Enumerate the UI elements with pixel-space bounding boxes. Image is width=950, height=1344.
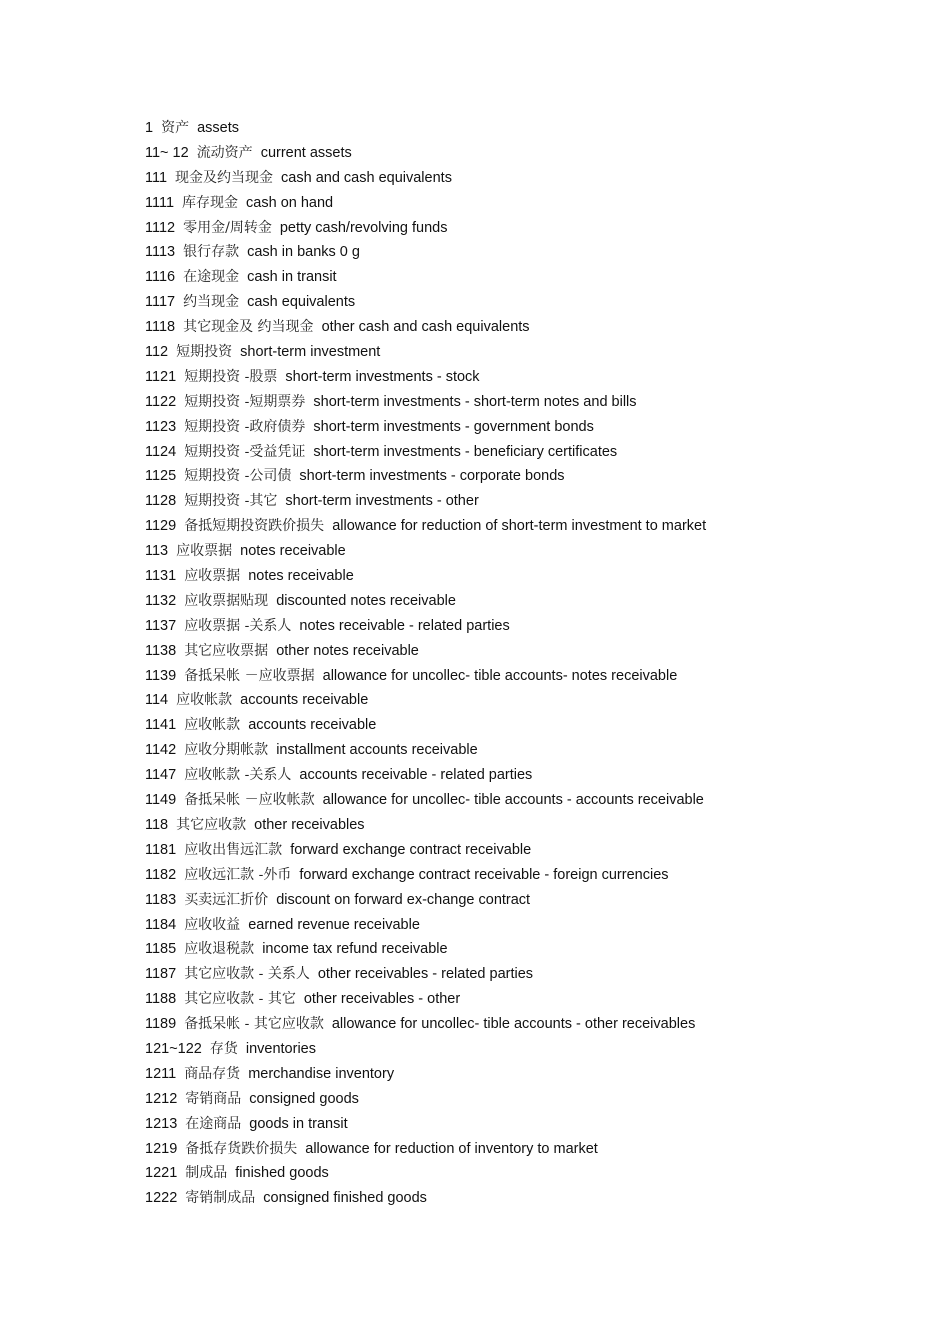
account-name-chinese: 银行存款: [183, 244, 240, 261]
account-name-english: inventories: [245, 1040, 316, 1057]
account-entry: [145, 937, 905, 962]
account-code: 1118: [145, 319, 176, 336]
account-name-english: accounts receivable - related parties: [299, 767, 533, 784]
account-name-english: other receivables - other: [303, 991, 461, 1008]
account-code: 1187: [145, 966, 177, 983]
account-entry: [145, 1012, 905, 1037]
account-name-english: cash in banks 0 g: [247, 244, 360, 261]
account-name-chinese: 备抵呆帐 －应收票据: [184, 667, 315, 684]
account-code: 1212: [145, 1090, 178, 1107]
account-code: 1117: [145, 294, 176, 311]
account-entry: [145, 141, 905, 166]
account-entry: [145, 1062, 905, 1087]
account-name-english: consigned goods: [249, 1090, 359, 1107]
account-name-chinese: 短期投资 -其它: [184, 493, 278, 510]
account-code: 1183: [145, 891, 177, 908]
account-entry: [145, 116, 905, 141]
account-name-english: discount on forward ex-change contract: [276, 891, 531, 908]
account-code: 1123: [145, 418, 177, 435]
account-name-english: cash in transit: [247, 269, 337, 286]
account-name-english: notes receivable: [240, 543, 346, 560]
account-code: 1121: [145, 368, 177, 385]
account-name-english: short-term investments - corporate bonds: [299, 468, 565, 485]
account-code: 1129: [145, 518, 177, 535]
account-entry: [145, 589, 905, 614]
account-name-english: other cash and cash equivalents: [321, 319, 530, 336]
account-code: 1141: [145, 717, 177, 734]
account-name-english: current assets: [260, 144, 352, 161]
account-code: 1185: [145, 941, 177, 958]
account-name-chinese: 资产: [161, 120, 190, 136]
account-name-chinese: 短期投资 -股票: [184, 368, 278, 385]
account-name-chinese: 其它应收款 - 其它: [184, 991, 296, 1008]
account-entry: [145, 838, 905, 863]
account-name-chinese: 应收帐款: [176, 692, 233, 709]
account-code: 121~122: [145, 1040, 202, 1057]
account-name-english: forward exchange contract receivable: [290, 841, 532, 858]
account-entry: [145, 390, 905, 415]
account-entry: [145, 191, 905, 216]
account-entry: [145, 340, 905, 365]
account-code: 1113: [145, 244, 176, 261]
account-name-chinese: 存货: [209, 1040, 238, 1057]
account-name-english: cash and cash equivalents: [281, 169, 452, 186]
account-name-chinese: 应收票据 -关系人: [184, 617, 292, 634]
account-code: 111: [145, 169, 168, 186]
account-name-english: allowance for reduction of short-term investment to market: [332, 518, 707, 535]
account-name-english: short-term investments - stock: [285, 368, 480, 385]
account-entry: [145, 888, 905, 913]
account-name-chinese: 其它现金及 约当现金: [183, 319, 314, 336]
account-code: 113: [145, 543, 169, 560]
account-name-english: allowance for uncollec- tible accounts - accounts receivable: [322, 792, 704, 809]
account-code: 11~ 12: [145, 144, 189, 161]
account-name-english: forward exchange contract receivable - foreign currencies: [299, 866, 669, 883]
account-code: 1125: [145, 468, 177, 485]
account-name-chinese: 备抵呆帐 - 其它应收款: [184, 1016, 324, 1033]
account-name-chinese: 备抵存货跌价损失: [185, 1140, 298, 1157]
account-name-chinese: 其它应收款: [176, 816, 247, 833]
account-name-chinese: 库存现金: [182, 194, 239, 211]
account-entry: [145, 1112, 905, 1137]
account-entry: [145, 688, 905, 713]
account-entry: [145, 738, 905, 763]
account-entry: [145, 863, 905, 888]
account-code: 1181: [145, 841, 177, 858]
account-entry: [145, 1137, 905, 1162]
account-name-chinese: 应收票据: [176, 543, 233, 560]
account-entry: [145, 415, 905, 440]
account-entry: [145, 813, 905, 838]
account-name-english: goods in transit: [249, 1115, 348, 1132]
account-name-chinese: 寄销制成品: [185, 1190, 256, 1207]
account-code: 1149: [145, 792, 177, 809]
account-name-chinese: 商品存货: [184, 1065, 241, 1082]
account-code: 1112: [145, 219, 176, 236]
account-name-chinese: 短期投资 -短期票券: [184, 393, 306, 410]
account-code: 1219: [145, 1140, 178, 1157]
account-code: 1131: [145, 568, 177, 585]
account-code: 1116: [145, 269, 176, 286]
account-code: 118: [145, 816, 169, 833]
account-name-chinese: 短期投资 -政府债券: [184, 418, 306, 435]
account-entry: [145, 1186, 905, 1211]
account-name-chinese: 其它应收票据: [184, 642, 269, 659]
account-name-chinese: 寄销商品: [185, 1090, 242, 1107]
account-name-english: consigned finished goods: [263, 1190, 427, 1207]
account-name-chinese: 应收远汇款 -外币: [184, 866, 292, 883]
account-entry: [145, 788, 905, 813]
account-entry: [145, 216, 905, 241]
account-entry: [145, 514, 905, 539]
account-name-chinese: 备抵呆帐 －应收帐款: [184, 792, 315, 809]
account-name-chinese: 约当现金: [183, 294, 240, 311]
account-name-chinese: 应收票据贴现: [184, 592, 269, 609]
account-entry: [145, 290, 905, 315]
account-entry: [145, 564, 905, 589]
account-entry: [145, 987, 905, 1012]
account-name-chinese: 应收帐款 -关系人: [184, 767, 292, 784]
account-name-chinese: 短期投资 -受益凭证: [184, 443, 306, 460]
account-entry: [145, 763, 905, 788]
account-name-english: merchandise inventory: [248, 1065, 395, 1082]
account-entry: [145, 1161, 905, 1186]
account-entry: [145, 315, 905, 340]
account-entry: [145, 913, 905, 938]
account-name-english: short-term investments - short-term notes and bills: [313, 393, 637, 410]
account-name-chinese: 应收出售远汇款: [184, 841, 283, 858]
account-code: 1184: [145, 916, 177, 933]
account-name-chinese: 应收退税款: [184, 941, 255, 958]
account-entry: [145, 1037, 905, 1062]
account-name-chinese: 应收分期帐款: [184, 742, 269, 759]
account-name-english: short-term investments - government bonds: [313, 418, 594, 435]
account-name-chinese: 在途现金: [183, 269, 240, 286]
account-name-english: cash on hand: [246, 194, 334, 211]
account-code: 1221: [145, 1165, 178, 1182]
account-code: 1222: [145, 1190, 178, 1207]
account-code: 1138: [145, 642, 177, 659]
account-name-chinese: 短期投资 -公司债: [184, 468, 292, 485]
account-name-english: notes receivable: [248, 568, 354, 585]
account-name-english: petty cash/revolving funds: [279, 219, 448, 236]
account-code: 1182: [145, 866, 177, 883]
account-name-chinese: 在途商品: [185, 1115, 242, 1132]
account-name-chinese: 买卖远汇折价: [184, 891, 269, 908]
account-entry: [145, 166, 905, 191]
account-code: 1: [145, 120, 154, 136]
account-entry: [145, 962, 905, 987]
account-entry: [145, 664, 905, 689]
account-entry: [145, 365, 905, 390]
account-entry: [145, 464, 905, 489]
account-list: [145, 116, 905, 1211]
account-name-english: cash equivalents: [247, 294, 356, 311]
account-name-english: accounts receivable: [240, 692, 369, 709]
account-name-english: finished goods: [235, 1165, 329, 1182]
account-name-english: income tax refund receivable: [262, 941, 448, 958]
account-name-english: other receivables: [254, 816, 365, 833]
account-entry: [145, 639, 905, 664]
account-code: 1132: [145, 592, 177, 609]
account-entry: [145, 539, 905, 564]
account-name-english: accounts receivable: [248, 717, 377, 734]
account-name-chinese: 应收票据: [184, 568, 241, 585]
account-code: 1189: [145, 1016, 177, 1033]
account-name-chinese: 制成品: [185, 1165, 228, 1182]
account-code: 1188: [145, 991, 177, 1008]
account-name-english: short-term investments - other: [285, 493, 479, 510]
account-name-english: allowance for uncollec- tible accounts - other receivables: [331, 1016, 696, 1033]
account-code: 1139: [145, 667, 177, 684]
account-name-english: allowance for reduction of inventory to market: [305, 1140, 598, 1157]
account-name-english: assets: [197, 120, 239, 136]
account-name-chinese: 应收帐款: [184, 717, 241, 734]
account-entry: [145, 240, 905, 265]
account-code: 1137: [145, 617, 177, 634]
account-code: 114: [145, 692, 169, 709]
account-entry: [145, 614, 905, 639]
account-code: 1142: [145, 742, 177, 759]
account-name-chinese: 应收收益: [184, 916, 241, 933]
account-name-english: earned revenue receivable: [248, 916, 420, 933]
account-code: 1128: [145, 493, 177, 510]
account-name-english: other notes receivable: [276, 642, 419, 659]
account-entry: [145, 489, 905, 514]
account-name-english: other receivables - related parties: [317, 966, 534, 983]
account-entry: [145, 1087, 905, 1112]
account-code: 1111: [145, 194, 175, 211]
account-name-english: notes receivable - related parties: [299, 617, 510, 634]
account-name-chinese: 其它应收款 - 关系人: [184, 966, 310, 983]
account-name-chinese: 备抵短期投资跌价损失: [184, 518, 325, 535]
account-name-chinese: 零用金/周转金: [183, 219, 272, 236]
account-code: 1213: [145, 1115, 178, 1132]
account-code: 1211: [145, 1065, 177, 1082]
account-code: 1147: [145, 767, 177, 784]
account-name-english: short-term investment: [240, 344, 381, 361]
account-name-chinese: 流动资产: [196, 144, 253, 161]
account-code: 1122: [145, 393, 177, 410]
account-name-chinese: 短期投资: [176, 344, 233, 361]
account-name-chinese: 现金及约当现金: [175, 169, 274, 186]
account-name-english: allowance for uncollec- tible accounts- notes receivable: [322, 667, 678, 684]
account-code: 112: [145, 344, 169, 361]
account-name-english: installment accounts receivable: [276, 742, 478, 759]
account-code: 1124: [145, 443, 177, 460]
account-name-english: discounted notes receivable: [276, 592, 456, 609]
account-entry: [145, 440, 905, 465]
account-entry: [145, 713, 905, 738]
account-name-english: short-term investments - beneficiary certificates: [313, 443, 618, 460]
account-entry: [145, 265, 905, 290]
